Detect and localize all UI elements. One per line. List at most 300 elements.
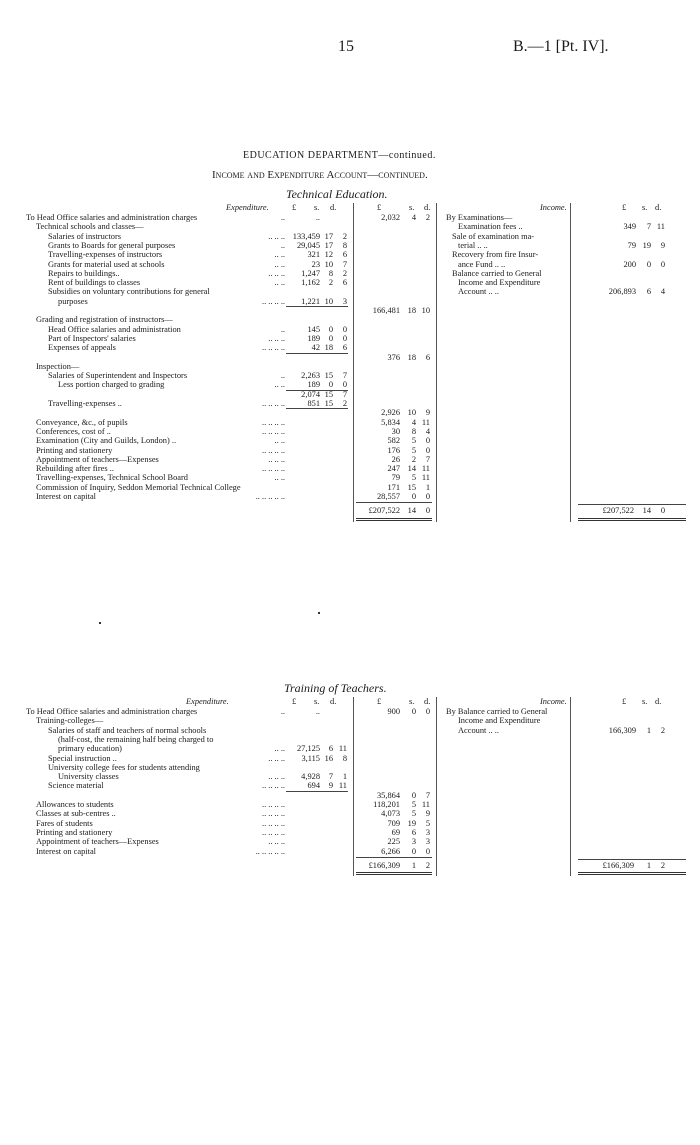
income-pence: 11 bbox=[656, 222, 665, 232]
income-row bbox=[0, 287, 690, 296]
leader-dots: .. .. .. .. bbox=[261, 417, 285, 427]
income-row bbox=[0, 260, 690, 269]
amount-pence: 3 bbox=[342, 296, 347, 306]
income-total-shillings: 1 bbox=[646, 860, 651, 870]
leader-dots: .. .. bbox=[274, 278, 285, 288]
amount-pence: 7 bbox=[342, 259, 347, 269]
total-pounds: 118,201 bbox=[373, 800, 400, 809]
expenditure-row bbox=[0, 455, 440, 464]
row-label: Interest on capital bbox=[36, 492, 96, 501]
amount-pounds: 851 bbox=[307, 399, 320, 408]
total-shillings: 14 bbox=[407, 464, 416, 474]
currency-column-header: £ bbox=[292, 697, 297, 706]
total-shillings: 19 bbox=[407, 818, 416, 828]
income-row bbox=[0, 250, 690, 259]
currency-column-header: £ bbox=[377, 203, 382, 212]
row-label: Repairs to buildings.. bbox=[48, 268, 120, 278]
expenditure-row bbox=[0, 483, 440, 492]
amount-pence: 7 bbox=[342, 389, 347, 399]
income-row bbox=[0, 222, 690, 231]
row-label: Sale of examination ma- bbox=[452, 231, 535, 241]
expenditure-row bbox=[0, 418, 440, 427]
total-pounds: 376 bbox=[387, 352, 400, 362]
income-total-shillings: 14 bbox=[642, 506, 651, 516]
total-shillings: 0 bbox=[411, 492, 416, 501]
amount-pounds: 1,247 bbox=[301, 268, 320, 278]
page-number: 15 bbox=[338, 38, 354, 55]
total-pence: 11 bbox=[421, 464, 430, 474]
income-shillings: 19 bbox=[642, 240, 651, 250]
total-pence: 5 bbox=[425, 818, 430, 828]
grand-total-pounds: £207,522 bbox=[368, 506, 400, 516]
expenditure-row bbox=[0, 464, 440, 473]
amount-shillings: 18 bbox=[324, 343, 333, 353]
income-pounds: 166,309 bbox=[608, 725, 636, 735]
total-rule bbox=[356, 857, 432, 858]
row-label: Fares of students bbox=[36, 818, 93, 828]
income-pounds: 79 bbox=[627, 240, 636, 250]
income-shillings: 6 bbox=[646, 287, 651, 297]
income-pounds: 206,893 bbox=[608, 287, 636, 297]
expenditure-row bbox=[0, 408, 440, 417]
leader-dots: .. .. .. .. .. bbox=[255, 492, 285, 501]
expenditure-row bbox=[0, 473, 440, 482]
amount-shillings: 16 bbox=[324, 753, 333, 763]
amount-pence: 2 bbox=[342, 231, 347, 241]
expenditure-row bbox=[0, 399, 440, 408]
amount-pounds: 23 bbox=[311, 259, 320, 269]
scan-speck bbox=[99, 622, 101, 624]
leader-dots: .. bbox=[280, 707, 285, 716]
total-pence: 9 bbox=[425, 809, 430, 819]
row-label: Printing and stationery bbox=[36, 827, 113, 837]
row-label: Examination (City and Guilds, London) .. bbox=[36, 436, 177, 446]
row-label: Grants to Boards for general purposes bbox=[48, 240, 176, 250]
leader-dots: .. .. .. .. .. bbox=[255, 846, 285, 856]
expenditure-row bbox=[0, 791, 440, 800]
amount-shillings: 15 bbox=[324, 399, 333, 408]
total-pence: 11 bbox=[421, 800, 430, 809]
total-pence: 0 bbox=[425, 846, 430, 856]
amount-pounds: 4,928 bbox=[301, 772, 320, 782]
total-shillings: 2 bbox=[411, 454, 416, 464]
total-shillings: 5 bbox=[411, 809, 416, 819]
amount-pounds: 189 bbox=[307, 333, 320, 343]
amount-pounds: 1,162 bbox=[301, 278, 320, 288]
leader-dots: .. .. .. .. bbox=[261, 464, 285, 474]
grand-total-pence: 2 bbox=[425, 860, 430, 870]
expenditure-heading: Expenditure. bbox=[226, 203, 269, 212]
row-label: Inspection— bbox=[36, 361, 80, 371]
row-label: Balance carried to General bbox=[452, 268, 542, 278]
leader-dots: .. bbox=[280, 324, 285, 334]
row-label: Income and Expenditure bbox=[458, 716, 541, 726]
income-shillings: 1 bbox=[646, 725, 651, 735]
total-shillings: 15 bbox=[407, 482, 416, 492]
total-pounds: 166,481 bbox=[372, 306, 400, 315]
amount-shillings: 8 bbox=[328, 268, 333, 278]
amount-shillings: 0 bbox=[328, 333, 333, 343]
expenditure-row bbox=[0, 390, 440, 399]
leader-dots: .. .. .. bbox=[268, 772, 285, 782]
amount-pounds: 3,115 bbox=[301, 753, 320, 763]
expenditure-row bbox=[0, 325, 440, 334]
row-label: Training-colleges— bbox=[36, 716, 104, 726]
amount-pence: 0 bbox=[342, 333, 347, 343]
total-pence: 0 bbox=[425, 436, 430, 446]
amount-pence: 7 bbox=[342, 371, 347, 381]
income-row bbox=[0, 707, 690, 716]
document-title: EDUCATION DEPARTMENT—continued. bbox=[243, 150, 436, 161]
amount-pence: 6 bbox=[342, 278, 347, 288]
row-label: Account .. .. bbox=[458, 287, 499, 297]
row-label: Technical schools and classes— bbox=[36, 222, 144, 232]
amount-shillings: 7 bbox=[328, 772, 333, 782]
row-label: Salaries of Superintendent and Inspectors bbox=[48, 371, 188, 381]
leader-dots: .. .. .. bbox=[268, 837, 285, 847]
amount-shillings: 0 bbox=[328, 324, 333, 334]
income-column-header: £ bbox=[622, 697, 627, 706]
total-pounds: 176 bbox=[387, 445, 400, 455]
income-row bbox=[0, 213, 690, 222]
row-label: Printing and stationery bbox=[36, 445, 113, 455]
amount-shillings: 6 bbox=[328, 744, 333, 754]
total-pounds: 171 bbox=[387, 482, 400, 492]
amount-pence: 6 bbox=[342, 343, 347, 353]
income-column-header: s. bbox=[642, 203, 648, 212]
income-row bbox=[0, 269, 690, 278]
total-pounds: 582 bbox=[387, 436, 400, 446]
amount-shillings: 0 bbox=[328, 380, 333, 390]
currency-column-header: d. bbox=[330, 697, 337, 706]
section-heading: Technical Education. bbox=[286, 187, 388, 201]
expenditure-row bbox=[0, 744, 440, 753]
row-label: Expenses of appeals bbox=[48, 343, 116, 353]
amount-shillings: 2 bbox=[328, 278, 333, 288]
grand-total-pence: 0 bbox=[425, 506, 430, 516]
income-column-header: d. bbox=[655, 697, 662, 706]
total-pence: 6 bbox=[425, 352, 430, 362]
document-subtitle: Income and Expenditure Account—continued. bbox=[212, 169, 428, 181]
row-label: Part of Inspectors' salaries bbox=[48, 333, 136, 343]
leader-dots: .. bbox=[280, 371, 285, 381]
total-pounds: 28,557 bbox=[376, 492, 400, 501]
row-label: Salaries of instructors bbox=[48, 231, 122, 241]
row-label: To Head Office salaries and administration charges bbox=[26, 213, 198, 222]
row-label: To Head Office salaries and administration charges bbox=[26, 707, 198, 716]
leader-dots: .. .. .. .. bbox=[261, 399, 285, 408]
amount-pounds: 321 bbox=[307, 250, 320, 260]
expenditure-row bbox=[0, 819, 440, 828]
total-shillings: 10 bbox=[407, 408, 416, 418]
expenditure-row bbox=[0, 371, 440, 380]
total-shillings: 18 bbox=[407, 306, 416, 315]
total-pounds: 69 bbox=[391, 827, 400, 837]
row-label: Rent of buildings to classes bbox=[48, 278, 141, 288]
leader-dots: .. .. bbox=[274, 250, 285, 260]
row-label: Rebuilding after fires .. bbox=[36, 464, 114, 474]
income-pence: 2 bbox=[660, 725, 665, 735]
income-column-header: d. bbox=[655, 203, 662, 212]
amount-pounds: 27,125 bbox=[296, 744, 320, 754]
leader-dots: .. .. .. .. bbox=[261, 445, 285, 455]
expenditure-row bbox=[0, 800, 440, 809]
row-label: By Examinations— bbox=[446, 213, 513, 222]
total-pounds: 5,834 bbox=[381, 417, 400, 427]
leader-dots: .. .. bbox=[274, 259, 285, 269]
total-shillings: 6 bbox=[411, 827, 416, 837]
row-label: Salaries of staff and teachers of normal schools bbox=[48, 725, 207, 735]
leader-dots: .. bbox=[280, 240, 285, 250]
total-pence: 3 bbox=[425, 827, 430, 837]
total-shillings: 5 bbox=[411, 800, 416, 809]
expenditure-row bbox=[0, 847, 440, 856]
expenditure-row bbox=[0, 837, 440, 846]
amount-shillings: 17 bbox=[324, 240, 333, 250]
row-label: Special instruction .. bbox=[48, 753, 117, 763]
income-shillings: 0 bbox=[646, 259, 651, 269]
total-pence: 2 bbox=[425, 213, 430, 222]
leader-dots: .. .. .. .. bbox=[261, 296, 285, 306]
income-pence: 4 bbox=[660, 287, 665, 297]
income-total-rule bbox=[578, 504, 686, 505]
total-pounds: 6,266 bbox=[381, 846, 400, 856]
expenditure-row bbox=[0, 446, 440, 455]
amount-shillings: 17 bbox=[324, 231, 333, 241]
income-pounds: 200 bbox=[623, 259, 636, 269]
expenditure-row bbox=[0, 763, 440, 772]
leader-dots: .. .. .. bbox=[268, 268, 285, 278]
amount-pounds: 133,459 bbox=[292, 231, 320, 241]
total-pence: 3 bbox=[425, 837, 430, 847]
expenditure-row bbox=[0, 781, 440, 790]
row-label: Travelling-expenses .. bbox=[48, 399, 122, 408]
total-pence: 10 bbox=[421, 306, 430, 315]
row-label: primary education) bbox=[58, 744, 122, 754]
total-pounds: 709 bbox=[387, 818, 400, 828]
grand-total-pounds: £166,309 bbox=[368, 860, 400, 870]
income-heading: Income. bbox=[540, 697, 567, 706]
income-shillings: 7 bbox=[646, 222, 651, 232]
row-label: By Balance carried to General bbox=[446, 707, 548, 716]
total-shillings: 18 bbox=[407, 352, 416, 362]
total-shillings: 0 bbox=[411, 707, 416, 716]
income-total-double-rule bbox=[578, 518, 686, 521]
income-column-header: £ bbox=[622, 203, 627, 212]
leader-dots: .. .. bbox=[274, 744, 285, 754]
expenditure-row bbox=[0, 492, 440, 501]
total-shillings: 4 bbox=[411, 417, 416, 427]
grand-total-double-rule bbox=[356, 518, 432, 521]
leader-dots: .. .. bbox=[274, 473, 285, 483]
scan-speck bbox=[318, 612, 320, 614]
total-pence: 9 bbox=[425, 408, 430, 418]
row-label: Appointment of teachers—Expenses bbox=[36, 837, 159, 847]
amount-pence: 11 bbox=[338, 781, 347, 791]
row-label: Conveyance, &c., of pupils bbox=[36, 417, 128, 427]
currency-column-header: s. bbox=[314, 697, 320, 706]
total-pounds: 247 bbox=[387, 464, 400, 474]
amount-pounds: 42 bbox=[311, 343, 320, 353]
currency-column-header: s. bbox=[314, 203, 320, 212]
document-reference: B.—1 [Pt. IV]. bbox=[513, 38, 609, 55]
grand-total-shillings: 1 bbox=[411, 860, 416, 870]
leader-dots: .. .. .. .. bbox=[261, 343, 285, 353]
leader-dots: .. .. bbox=[274, 380, 285, 390]
currency-column-header: d. bbox=[424, 697, 431, 706]
grand-total-shillings: 14 bbox=[407, 506, 416, 516]
leader-dots: .. .. .. .. bbox=[261, 781, 285, 791]
expenditure-row bbox=[0, 828, 440, 837]
row-label: Income and Expenditure bbox=[458, 278, 541, 288]
income-total-double-rule bbox=[578, 872, 686, 875]
leader-dots: .. .. bbox=[274, 436, 285, 446]
currency-column-header: s. bbox=[409, 203, 415, 212]
amount-pounds: 29,045 bbox=[296, 240, 320, 250]
row-label: Subsidies on voluntary contributions for general bbox=[48, 287, 210, 297]
total-pence: 0 bbox=[425, 492, 430, 501]
amount-pence: 11 bbox=[338, 744, 347, 754]
expenditure-row bbox=[0, 436, 440, 445]
row-label: Recovery from fire Insur- bbox=[452, 250, 539, 260]
row-label: terial .. .. bbox=[458, 240, 488, 250]
total-pence: 1 bbox=[425, 482, 430, 492]
amount-pounds: 694 bbox=[307, 781, 320, 791]
amount-pence: 8 bbox=[342, 240, 347, 250]
total-pounds: 2,926 bbox=[381, 408, 400, 418]
expenditure-row bbox=[0, 343, 440, 352]
row-label: Grading and registration of instructors— bbox=[36, 315, 173, 325]
row-label: ance Fund .. .. bbox=[458, 259, 506, 269]
amount-pounds: 145 bbox=[307, 324, 320, 334]
expenditure-row bbox=[0, 306, 440, 315]
income-pence: 0 bbox=[660, 259, 665, 269]
total-pounds: 26 bbox=[391, 454, 400, 464]
row-label: (half-cost, the remaining half being charged to bbox=[58, 734, 214, 744]
total-pounds: 225 bbox=[387, 837, 400, 847]
total-pence: 4 bbox=[425, 426, 430, 436]
currency-column-header: s. bbox=[409, 697, 415, 706]
currency-column-header: £ bbox=[377, 697, 382, 706]
expenditure-row bbox=[0, 754, 440, 763]
amount-pounds: 189 bbox=[307, 380, 320, 390]
expenditure-row bbox=[0, 427, 440, 436]
total-pounds: 35,864 bbox=[376, 790, 400, 800]
amount-pence: 0 bbox=[342, 324, 347, 334]
row-label: Classes at sub-centres .. bbox=[36, 809, 116, 819]
expenditure-row bbox=[0, 353, 440, 362]
row-label: University college fees for students attending bbox=[48, 762, 200, 772]
total-pence: 11 bbox=[421, 417, 430, 427]
income-total-pence: 2 bbox=[660, 860, 665, 870]
amount-pounds: .. bbox=[315, 213, 320, 222]
row-label: Account .. .. bbox=[458, 725, 499, 735]
total-shillings: 5 bbox=[411, 473, 416, 483]
amount-shillings: 10 bbox=[324, 296, 333, 306]
income-row bbox=[0, 278, 690, 287]
currency-column-header: d. bbox=[424, 203, 431, 212]
total-pence: 0 bbox=[425, 445, 430, 455]
amount-shillings: 15 bbox=[324, 389, 333, 399]
expenditure-row bbox=[0, 735, 440, 744]
total-pounds: 900 bbox=[387, 707, 400, 716]
currency-column-header: £ bbox=[292, 203, 297, 212]
total-pence: 7 bbox=[425, 790, 430, 800]
section-heading: Training of Teachers. bbox=[284, 681, 387, 695]
total-pounds: 79 bbox=[391, 473, 400, 483]
total-pounds: 30 bbox=[391, 426, 400, 436]
total-shillings: 5 bbox=[411, 445, 416, 455]
leader-dots: .. .. .. .. bbox=[261, 809, 285, 819]
expenditure-row bbox=[0, 380, 440, 389]
amount-pence: 2 bbox=[342, 399, 347, 408]
currency-column-header: d. bbox=[330, 203, 337, 212]
row-label: University classes bbox=[58, 772, 119, 782]
row-label: Science material bbox=[48, 781, 104, 791]
row-label: Travelling-expenses, Technical School Board bbox=[36, 473, 188, 483]
amount-shillings: 10 bbox=[324, 259, 333, 269]
row-label: Head Office salaries and administration bbox=[48, 324, 181, 334]
row-label: Grants for material used at schools bbox=[48, 259, 165, 269]
row-label: purposes bbox=[58, 296, 88, 306]
grand-total-double-rule bbox=[356, 872, 432, 875]
expenditure-heading: Expenditure. bbox=[186, 697, 229, 706]
income-row bbox=[0, 716, 690, 725]
income-heading: Income. bbox=[540, 203, 567, 212]
income-pence: 9 bbox=[660, 240, 665, 250]
leader-dots: .. .. .. .. bbox=[261, 827, 285, 837]
amount-pounds: .. bbox=[315, 707, 320, 716]
total-pence: 7 bbox=[425, 454, 430, 464]
income-row bbox=[0, 241, 690, 250]
amount-pounds: 1,221 bbox=[301, 296, 320, 306]
amount-pounds: 2,074 bbox=[301, 389, 320, 399]
amount-pence: 2 bbox=[342, 268, 347, 278]
amount-pounds: 2,263 bbox=[301, 371, 320, 381]
expenditure-row bbox=[0, 809, 440, 818]
amount-pence: 6 bbox=[342, 250, 347, 260]
income-total-pence: 0 bbox=[660, 506, 665, 516]
expenditure-row bbox=[0, 362, 440, 371]
amount-pence: 0 bbox=[342, 380, 347, 390]
income-row bbox=[0, 726, 690, 735]
row-label: Allowances to students bbox=[36, 800, 114, 809]
total-shillings: 5 bbox=[411, 436, 416, 446]
amount-shillings: 9 bbox=[328, 781, 333, 791]
income-total-rule bbox=[578, 859, 686, 860]
income-total-pounds: £207,522 bbox=[602, 506, 634, 516]
leader-dots: .. .. .. bbox=[268, 333, 285, 343]
leader-dots: .. .. .. bbox=[268, 454, 285, 464]
amount-shillings: 15 bbox=[324, 371, 333, 381]
expenditure-row bbox=[0, 334, 440, 343]
leader-dots: .. .. .. .. bbox=[261, 818, 285, 828]
row-label: Commission of Inquiry, Seddon Memorial Technical College bbox=[36, 482, 241, 492]
income-row bbox=[0, 232, 690, 241]
row-label: Conferences, cost of .. bbox=[36, 426, 111, 436]
row-label: Less portion charged to grading bbox=[58, 380, 165, 390]
amount-pence: 8 bbox=[342, 753, 347, 763]
row-label: Interest on capital bbox=[36, 846, 96, 856]
expenditure-row bbox=[0, 297, 440, 306]
total-pence: 0 bbox=[425, 707, 430, 716]
total-shillings: 4 bbox=[411, 213, 416, 222]
total-shillings: 3 bbox=[411, 837, 416, 847]
row-label: Examination fees .. bbox=[458, 222, 523, 232]
total-shillings: 0 bbox=[411, 790, 416, 800]
row-label: Appointment of teachers—Expenses bbox=[36, 454, 159, 464]
income-pounds: 349 bbox=[623, 222, 636, 232]
